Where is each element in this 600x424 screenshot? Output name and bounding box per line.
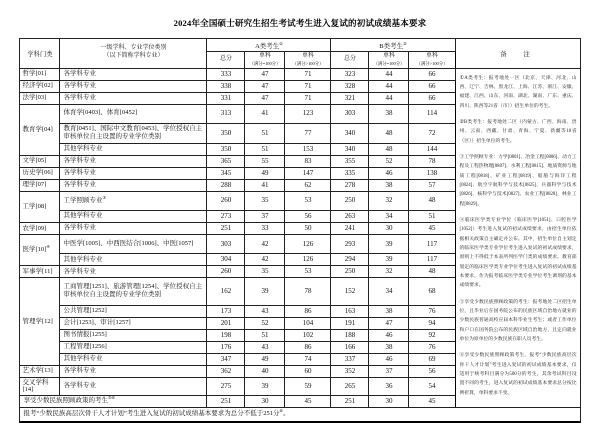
score-cell: 37 — [245, 211, 285, 223]
category-cell: 医学[10]④ — [20, 235, 60, 266]
score-cell: 191 — [331, 317, 369, 329]
score-cell: 114 — [409, 104, 455, 123]
major-cell: 各学科专业 — [60, 92, 207, 104]
score-cell: 39 — [369, 235, 409, 254]
score-cell: 162 — [207, 278, 245, 305]
score-cell: 34 — [369, 211, 409, 223]
score-cell: 46 — [369, 167, 409, 179]
score-cell: 347 — [207, 353, 245, 365]
score-cell: 250 — [331, 191, 369, 210]
score-cell: 48 — [409, 266, 455, 278]
score-cell: 40 — [245, 365, 285, 377]
header-single-eq-label: （满分=100分） — [249, 60, 281, 66]
category-cell: 文学[05] — [20, 155, 60, 167]
score-cell: 352 — [331, 365, 369, 377]
category-cell: 理学[07] — [20, 179, 60, 191]
score-cell: 345 — [207, 167, 245, 179]
major-cell: 各学科专业 — [60, 179, 207, 191]
score-cell: 51 — [245, 143, 285, 155]
score-cell: 32 — [369, 266, 409, 278]
category-cell: 经济学[02] — [20, 80, 60, 92]
score-cell: 66 — [409, 68, 455, 80]
score-cell: 331 — [207, 92, 245, 104]
score-cell: 163 — [331, 305, 369, 317]
score-cell: 51 — [245, 329, 285, 341]
score-cell: 350 — [207, 143, 245, 155]
score-cell: 49 — [245, 353, 285, 365]
score-cell: 321 — [331, 92, 369, 104]
score-cell: 340 — [331, 123, 369, 143]
score-cell: 260 — [207, 266, 245, 278]
score-cell: 188 — [331, 329, 369, 341]
score-cell: 62 — [285, 179, 331, 191]
score-cell: 117 — [409, 254, 455, 266]
remarks-paragraph: ⑥享受少数民族照顾政策考生、报考“少数民族高层次骨干人才计划”考生进入复试的初试成绩基本要求，仅适用于统考科目满分为500分的考生。其余考试科目设置不同的考生，进入复试的初试成绩基本要求总分按比例折算，单科要求不变。 — [459, 353, 577, 396]
score-cell: 48 — [369, 123, 409, 143]
score-cell: 47 — [245, 68, 285, 80]
remarks-paragraph: ③工学照顾专业：力学[0801]、冶金工程[0806]、动力工程及工程热物理[0807]、水利工程[0815]、地质资源与地质工程[0818]、矿业工程[0819]、船舶与海洋工程[0824]、航空宇航科学与技术[0825]、兵器科学与技术[0826]、核科学与技术[0827]、农业工程[0828]、林业工程[0829]。 — [459, 154, 577, 207]
header-group-a-label: A类考生 — [255, 42, 280, 50]
score-cell: 76 — [409, 305, 455, 317]
score-cell: 45 — [285, 396, 331, 408]
major-cell: 各学科专业 — [60, 68, 207, 80]
score-cell: 355 — [331, 155, 369, 167]
score-cell: 76 — [409, 341, 455, 353]
score-cell: 74 — [285, 353, 331, 365]
footnote-period: 。 — [283, 410, 290, 418]
major-cell: 其他学科专业 — [60, 254, 207, 266]
major-cell: 各学科专业 — [60, 167, 207, 179]
footnote-text: 报考“少数民族高层次骨干人才计划”考生进入复试的初试成绩基本要求为总分不低于251分 — [23, 410, 280, 418]
score-cell: 38 — [369, 341, 409, 353]
score-cell: 340 — [331, 143, 369, 155]
category-cell: 军事学[11] — [20, 266, 60, 278]
remarks-paragraph: ②B类考生：报考地处二区（内蒙古、广西、海南、贵州、云南、西藏、甘肃、青海、宁夏、新疆等10省（区））招生单位的考生。 — [459, 119, 577, 144]
header-single-label: 单科 — [382, 53, 395, 59]
score-cell: 30 — [245, 396, 285, 408]
score-cell: 78 — [285, 278, 331, 305]
score-cell: 126 — [285, 235, 331, 254]
score-cell: 265 — [331, 377, 369, 396]
major-cell: 教育[0451]、国际中文教育[0453]、学位授权自主审核单位自主设置的专业学位类别 — [60, 123, 207, 143]
score-cell: 313 — [207, 104, 245, 123]
score-cell: 56 — [409, 365, 455, 377]
category-cell: 艺术学[13] — [20, 365, 60, 377]
score-cell: 39 — [245, 278, 285, 305]
major-cell: 会计[1253]、审计[1257] — [60, 317, 207, 329]
score-cell: 44 — [369, 92, 409, 104]
score-cell: 37 — [369, 365, 409, 377]
score-cell: 45 — [409, 396, 455, 408]
header-single-label: 单科 — [301, 53, 314, 59]
score-cell: 66 — [409, 80, 455, 92]
major-cell: 各学科专业 — [60, 223, 207, 235]
header-single-label: 单科 — [258, 53, 271, 59]
score-cell: 38 — [369, 305, 409, 317]
remarks-paragraph: ①A类考生：报考地处一区（北京、天津、河北、山西、辽宁、吉林、黑龙江、上海、江苏、浙江、安徽、福建、江西、山东、河南、湖北、湖南、广东、重庆、四川、陕西等21省（市））招生单位的考生。 — [459, 75, 577, 109]
score-cell: 41 — [245, 104, 285, 123]
major-cell: 工学照顾专业③ — [60, 191, 207, 210]
score-cell: 54 — [409, 377, 455, 396]
category-cell: 管理学[12] — [20, 278, 60, 365]
score-cell: 30 — [369, 223, 409, 235]
score-cell: 365 — [207, 155, 245, 167]
score-cell: 126 — [285, 254, 331, 266]
major-cell: 其他学科专业 — [60, 353, 207, 365]
major-cell: 各学科专业 — [60, 365, 207, 377]
page-title: 2024年全国硕士研究生招生考试考生进入复试的初试成绩基本要求 — [173, 18, 427, 28]
header-row-groups — [20, 39, 580, 52]
major-cell: 中医学[1005]、中西医结合[1006]、中医[1057] — [60, 235, 207, 254]
score-cell: 33 — [245, 223, 285, 235]
header-group-a — [207, 39, 331, 52]
score-cell: 166 — [331, 341, 369, 353]
score-cell: 53 — [285, 266, 331, 278]
score-cell: 241 — [331, 223, 369, 235]
score-cell: 102 — [285, 329, 331, 341]
score-cell: 147 — [285, 167, 331, 179]
score-cell: 176 — [207, 341, 245, 353]
header-group-b — [331, 39, 455, 52]
major-cell: 公共管理[1252] — [60, 305, 207, 317]
header-single-eq-b — [369, 52, 409, 69]
score-cell: 45 — [409, 223, 455, 235]
header-remarks: 备 注 — [455, 39, 580, 69]
category-cell: 农学[09] — [20, 223, 60, 235]
score-cell: 50 — [285, 223, 331, 235]
score-cell: 77 — [285, 123, 331, 143]
score-cell: 86 — [285, 305, 331, 317]
major-cell: 工程管理[1256] — [60, 341, 207, 353]
remarks-cell — [455, 68, 580, 408]
score-cell: 303 — [331, 104, 369, 123]
score-cell: 46 — [369, 353, 409, 365]
score-cell: 138 — [409, 167, 455, 179]
header-single-gt-label: （满分>100分） — [416, 60, 448, 66]
score-cell: 43 — [245, 341, 285, 353]
score-cell: 251 — [207, 396, 245, 408]
score-cell: 337 — [331, 353, 369, 365]
score-cell: 49 — [245, 167, 285, 179]
score-cell: 56 — [285, 211, 331, 223]
score-cell: 335 — [331, 167, 369, 179]
score-cell: 35 — [245, 191, 285, 210]
footnote-footmark: ⑥ — [279, 408, 284, 414]
score-cell: 303 — [207, 235, 245, 254]
score-cell: 94 — [409, 317, 455, 329]
score-cell: 71 — [285, 92, 331, 104]
score-cell: 52 — [245, 317, 285, 329]
score-cell: 273 — [207, 211, 245, 223]
header-group-a-footmark: ① — [279, 40, 283, 46]
score-cell: 251 — [331, 396, 369, 408]
footnote-row — [20, 408, 580, 422]
score-cell: 69 — [409, 353, 455, 365]
major-cell: 其他学科专业 — [60, 211, 207, 223]
score-cell: 328 — [331, 80, 369, 92]
category-cell: 工学[08] — [20, 191, 60, 222]
score-cell: 44 — [369, 80, 409, 92]
score-cell: 44 — [369, 68, 409, 80]
score-cell: 51 — [409, 211, 455, 223]
major-cell: 各学科专业 — [60, 80, 207, 92]
score-cell: 42 — [245, 254, 285, 266]
header-category: 学科门类 — [20, 39, 60, 69]
score-cell: 36 — [369, 377, 409, 396]
header-single-gt-b — [409, 52, 455, 69]
header-single-gt-label: （满分>100分） — [292, 60, 324, 66]
category-cell: 法学[03] — [20, 92, 60, 104]
score-cell: 92 — [409, 329, 455, 341]
score-cell: 47 — [245, 80, 285, 92]
header-major-line2: （以下简称学科专业） — [103, 53, 164, 60]
score-cell: 47 — [369, 317, 409, 329]
score-cell: 71 — [285, 68, 331, 80]
category-cell: 历史学[06] — [20, 167, 60, 179]
score-cell: 362 — [207, 365, 245, 377]
major-cell: 各学科专业 — [60, 155, 207, 167]
score-cell: 260 — [207, 191, 245, 210]
header-single-eq-a — [245, 52, 285, 69]
score-cell: 288 — [207, 179, 245, 191]
score-cell: 47 — [245, 92, 285, 104]
score-cell: 46 — [369, 329, 409, 341]
score-cell: 293 — [331, 235, 369, 254]
table-row — [20, 68, 580, 80]
score-cell: 38 — [369, 104, 409, 123]
score-cell: 153 — [285, 143, 331, 155]
score-cell: 117 — [409, 235, 455, 254]
score-cell: 55 — [245, 155, 285, 167]
score-cell: 52 — [369, 155, 409, 167]
score-cell: 39 — [245, 377, 285, 396]
score-cell: 68 — [409, 278, 455, 305]
category-cell: 交叉学科[14] — [20, 377, 60, 396]
score-cell: 48 — [409, 191, 455, 210]
major-cell: 其他学科专业 — [60, 143, 207, 155]
major-cell: 工商管理[1251]、旅游管理[1254]、学位授权自主审核单位自主设置的专业学位类别 — [60, 278, 207, 305]
score-cell: 144 — [409, 143, 455, 155]
header-total-a: 总分 — [207, 52, 245, 69]
score-cell: 48 — [369, 143, 409, 155]
category-cell: 教育学[04] — [20, 104, 60, 155]
header-single-gt-a — [285, 52, 331, 69]
score-cell: 41 — [245, 179, 285, 191]
score-cell: 72 — [409, 123, 455, 143]
table-footer — [20, 408, 580, 422]
score-cell: 30 — [369, 396, 409, 408]
major-cell: 图书情报[1255] — [60, 329, 207, 341]
score-cell: 294 — [331, 254, 369, 266]
score-cell: 59 — [285, 377, 331, 396]
remarks-paragraph: ④临床医学类专业学位（临床医学[1051]、口腔医学[1052]）考生进入复试的初试成绩要求，由招生单位依据相关政策自主确定并公布。其中，招生单位自主划定的临床医学类专业学位考生进入复试的初试成绩要求，原则上不得低于本表所列医学门类的成绩要求。教育部划定的临床医学类专业学位考生进入复试的初试成绩基本要求，作为报考临床医学类专业学位考生调剂的基本成绩要求。 — [459, 217, 577, 289]
score-cell: 104 — [285, 317, 331, 329]
header-major — [60, 39, 207, 69]
score-cell: 123 — [285, 104, 331, 123]
score-cell: 323 — [331, 68, 369, 80]
score-cell: 263 — [331, 211, 369, 223]
score-cell: 32 — [369, 191, 409, 210]
table-body — [20, 68, 580, 408]
score-cell: 198 — [207, 329, 245, 341]
header-total-b: 总分 — [331, 52, 369, 69]
score-table — [19, 38, 580, 423]
score-cell: 275 — [207, 377, 245, 396]
score-cell: 333 — [207, 68, 245, 80]
score-cell: 278 — [331, 179, 369, 191]
score-cell: 350 — [207, 123, 245, 143]
footnote-cell — [20, 408, 580, 422]
header-single-label: 单科 — [425, 53, 438, 59]
score-cell: 34 — [369, 278, 409, 305]
score-cell: 86 — [285, 341, 331, 353]
score-cell: 53 — [285, 191, 331, 210]
score-cell: 35 — [245, 266, 285, 278]
major-cell: 体育学[0403]、体育[0452] — [60, 104, 207, 123]
major-cell: 各学科专业 — [60, 266, 207, 278]
score-cell: 201 — [207, 317, 245, 329]
header-single-eq-label: （满分=100分） — [373, 60, 405, 66]
score-cell: 173 — [207, 305, 245, 317]
score-cell: 251 — [207, 223, 245, 235]
score-cell: 42 — [245, 235, 285, 254]
score-cell: 43 — [245, 305, 285, 317]
score-cell: 57 — [409, 179, 455, 191]
remarks-paragraph: ⑤享受少数民族照顾政策的考生：报考地处二区招生单位，且毕业后在国务院公布的民族区域自治地方就业的少数民族普通高校应届本科毕业生考生；或者工作单位和户口在国务院公布的民族区域自治地方，且定向就业单位为原单位的少数民族在职人员考生。 — [459, 299, 577, 343]
score-cell: 51 — [245, 123, 285, 143]
table-header — [20, 39, 580, 69]
score-cell: 66 — [409, 92, 455, 104]
header-group-b-label: B类考生 — [379, 42, 404, 50]
score-cell: 71 — [285, 80, 331, 92]
score-cell: 60 — [285, 365, 331, 377]
score-cell: 78 — [409, 155, 455, 167]
category-cell: 哲学[01] — [20, 68, 60, 80]
score-cell: 304 — [207, 254, 245, 266]
score-cell: 250 — [331, 266, 369, 278]
score-cell: 38 — [369, 179, 409, 191]
score-cell: 39 — [369, 254, 409, 266]
score-cell: 152 — [331, 278, 369, 305]
special-row-label: 享受少数民族照顾政策的考生⑤⑥ — [20, 396, 207, 408]
score-cell: 338 — [207, 80, 245, 92]
major-cell: 各学科专业 — [60, 377, 207, 396]
score-cell: 83 — [285, 155, 331, 167]
header-group-b-footmark: ② — [403, 40, 407, 46]
header-major-line1: 一级学科、专业学位类别 — [100, 45, 167, 52]
